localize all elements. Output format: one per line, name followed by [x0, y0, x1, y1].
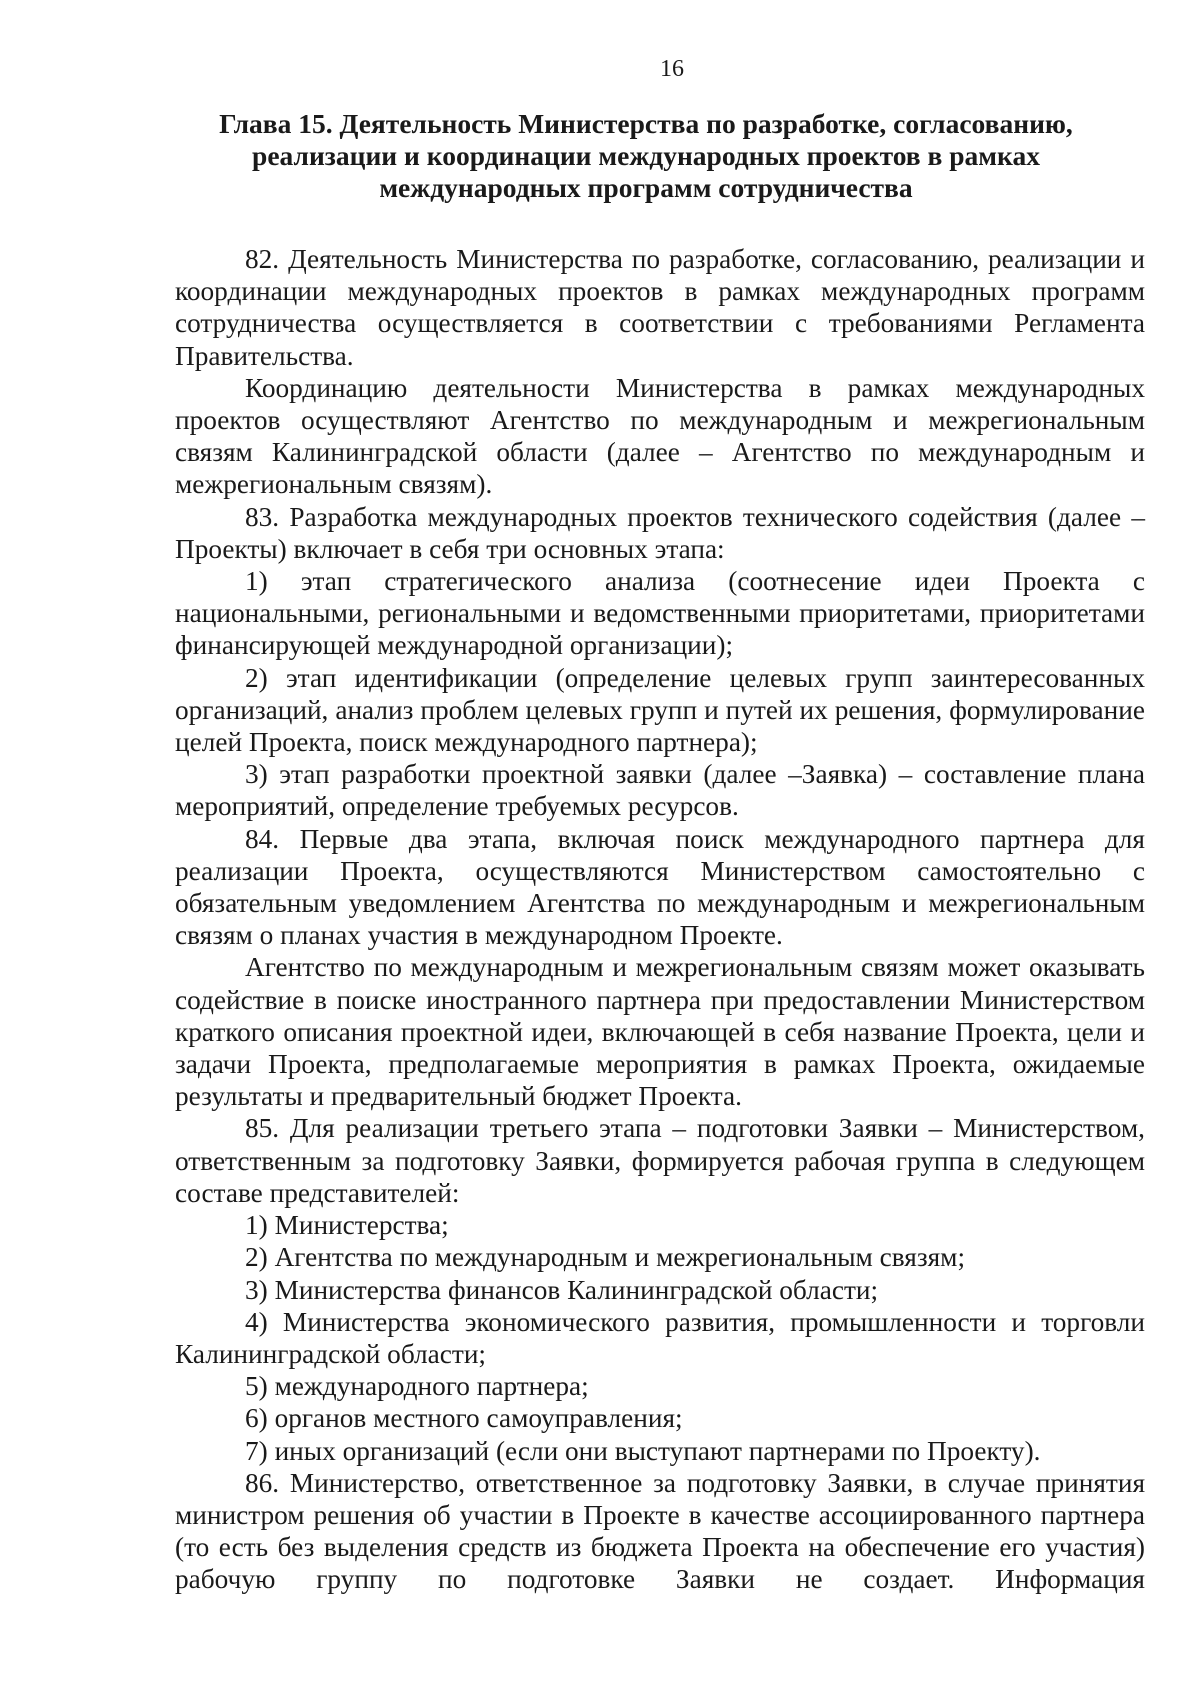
list-item-member-1: 1) Министерства;	[245, 1210, 449, 1241]
list-item-member-6: 6) органов местного самоуправления;	[245, 1403, 683, 1434]
paragraph-coordination: Координацию деятельности Министерства в рамках международных проектов осуществляют Агентство по международным и межрегиональным связям Калининградской области (далее – Агентство по международным и межрегиональным связям).	[175, 372, 1145, 500]
list-item-stage-2: 2) этап идентификации (определение целевых групп заинтересованных организаций, анализ проблем целевых групп и путей их решения, формулирование целей Проекта, поиск международного партнера);	[175, 662, 1145, 758]
chapter-heading-line: Глава 15. Деятельность Министерства по разработке, согласованию,	[219, 108, 1073, 139]
list-item-member-2: 2) Агентства по международным и межрегиональным связям;	[245, 1242, 966, 1273]
chapter-heading-line: международных программ сотрудничества	[379, 172, 913, 203]
list-item-member-5: 5) международного партнера;	[245, 1371, 589, 1402]
list-item-member-7: 7) иных организаций (если они выступают партнерами по Проекту).	[245, 1435, 1041, 1466]
list-item-member-3: 3) Министерства финансов Калининградской области;	[245, 1274, 879, 1305]
page-number: 16	[660, 56, 684, 82]
chapter-heading-line: реализации и координации международных проектов в рамках	[252, 140, 1040, 171]
chapter-heading	[196, 108, 1096, 204]
list-item-stage-1: 1) этап стратегического анализа (соотнесение идеи Проекта с национальными, региональными и ведомственными приоритетами, приоритетами финансирующей международной организации);	[175, 566, 1145, 661]
document-body	[175, 243, 1145, 1596]
list-item-stage-3: 3) этап разработки проектной заявки (далее –Заявка) – составление плана мероприятий, определение требуемых ресурсов.	[175, 759, 1145, 822]
paragraph-agency-assistance: Агентство по международным и межрегиональным связям может оказывать содействие в поиске иностранного партнера при предоставлении Министерством краткого описания проектной идеи, включающей в себя название Проекта, цели и задачи Проекта, предполагаемые мероприятия в рамках Проекта, ожидаемые результаты и предварительный бюджет Проекта.	[175, 952, 1145, 1112]
paragraph-85: 85. Для реализации третьего этапа – подготовки Заявки – Министерством, ответственным за подготовку Заявки, формируется рабочая группа в следующем составе представителей:	[175, 1113, 1145, 1208]
paragraph-84: 84. Первые два этапа, включая поиск международного партнера для реализации Проекта, осуществляются Министерством самостоятельно с обязательным уведомлением Агентства по международным и межрегиональным связям о планах участия в международном Проекте.	[175, 823, 1145, 951]
paragraph-82: 82. Деятельность Министерства по разработке, согласованию, реализации и координации международных проектов в рамках международных программ сотрудничества осуществляется в соответствии с требованиями Регламента Правительства.	[175, 244, 1145, 371]
paragraph-83: 83. Разработка международных проектов технического содействия (далее –Проекты) включает в себя три основных этапа:	[175, 501, 1145, 564]
list-item-member-4: 4) Министерства экономического развития, промышленности и торговли Калининградской области;	[175, 1306, 1145, 1369]
paragraph-86: 86. Министерство, ответственное за подготовку Заявки, в случае принятия министром решения об участии в Проекте в качестве ассоциированного партнера (то есть без выделения средств из бюджета Проекта на обеспечение его участия) рабочую группу по подготовке Заявки не создает. Информация	[175, 1467, 1145, 1595]
